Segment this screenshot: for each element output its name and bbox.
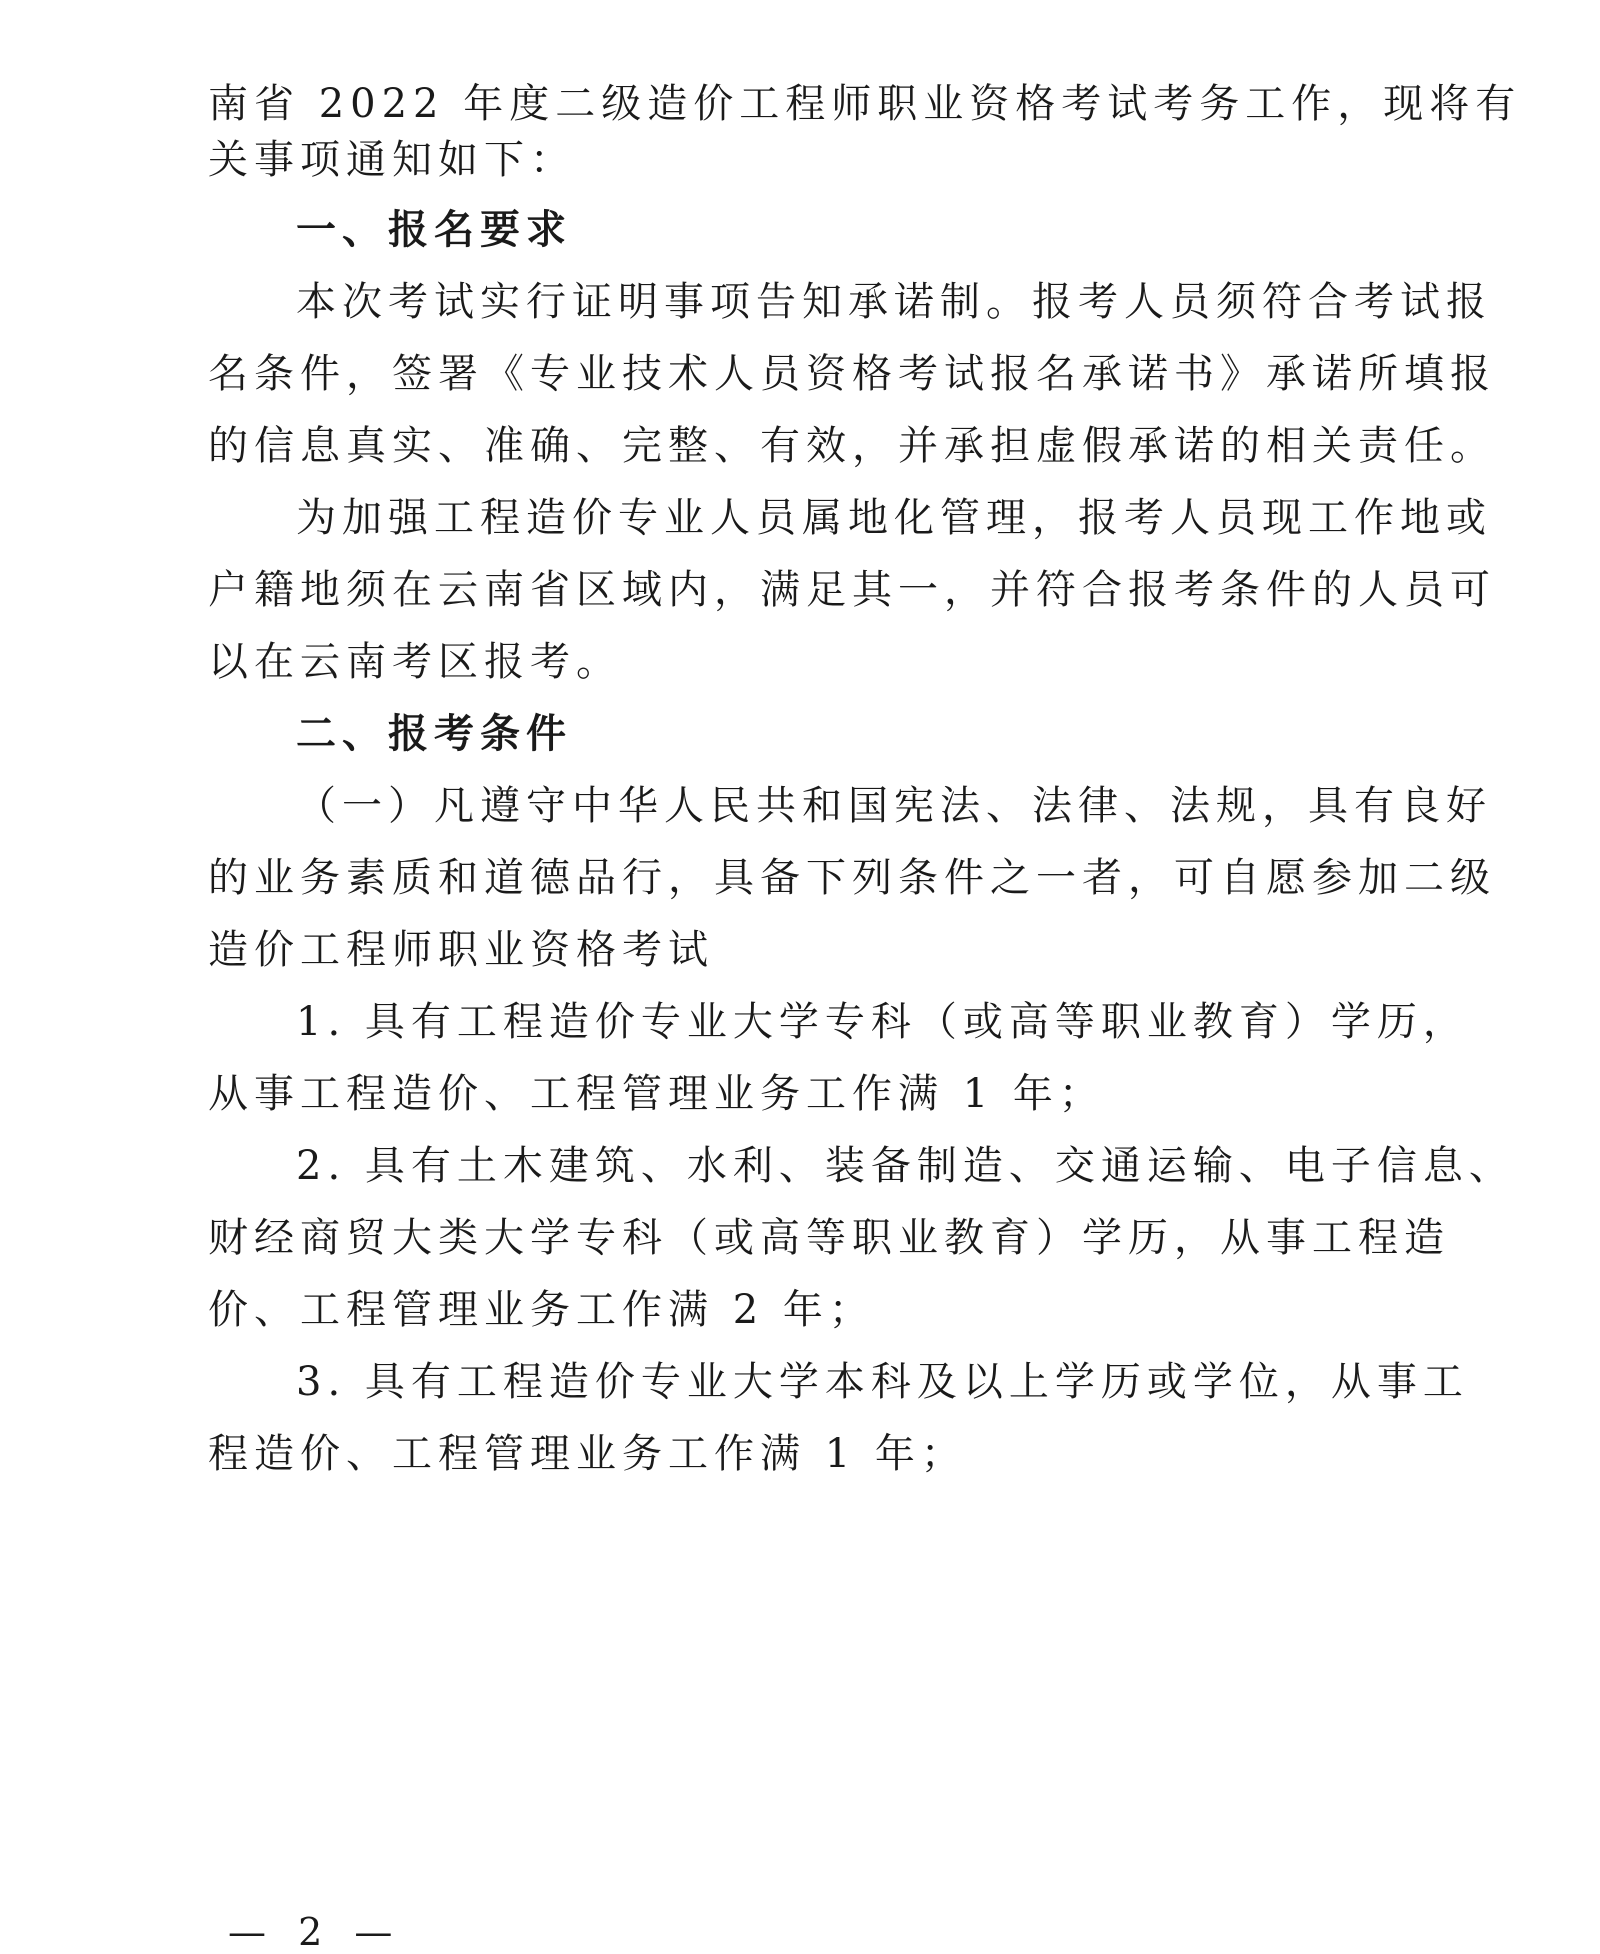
section1-p1-line-2: 名条件，签署《专业技术人员资格考试报名承诺书》承诺所填报 xyxy=(208,351,1496,397)
condition-item-2-line-1: 2. 具有土木建筑、水利、装备制造、交通运输、电子信息、 xyxy=(296,1143,1515,1189)
page-number: — 2 — xyxy=(228,1910,403,1954)
section1-p2-line-3: 以在云南考区报考。 xyxy=(208,639,622,685)
section-heading-conditions: 二、报考条件 xyxy=(296,711,572,757)
section1-p2-line-1: 为加强工程造价专业人员属地化管理，报考人员现工作地或 xyxy=(296,495,1492,541)
section1-p1-line-1: 本次考试实行证明事项告知承诺制。报考人员须符合考试报 xyxy=(296,279,1492,325)
section-heading-registration: 一、报名要求 xyxy=(296,207,572,253)
condition-item-2-line-2: 财经商贸大类大学专科（或高等职业教育）学历，从事工程造 xyxy=(208,1215,1450,1261)
intro-line-2: 关事项通知如下： xyxy=(208,137,576,183)
condition-item-1-line-1: 1. 具有工程造价专业大学专科（或高等职业教育）学历， xyxy=(296,999,1469,1045)
section1-p1-line-3: 的信息真实、准确、完整、有效，并承担虚假承诺的相关责任。 xyxy=(208,423,1496,469)
section1-p2-line-2: 户籍地须在云南省区域内，满足其一，并符合报考条件的人员可 xyxy=(208,567,1496,613)
section2-p1-line-1: （一）凡遵守中华人民共和国宪法、法律、法规，具有良好 xyxy=(296,783,1492,829)
condition-item-3-line-2: 程造价、工程管理业务工作满 1 年； xyxy=(208,1431,967,1477)
intro-line-1: 南省 2022 年度二级造价工程师职业资格考试考务工作，现将有 xyxy=(208,81,1522,127)
section2-p1-line-3: 造价工程师职业资格考试 xyxy=(208,927,714,973)
condition-item-3-line-1: 3. 具有工程造价专业大学本科及以上学历或学位，从事工 xyxy=(296,1359,1469,1405)
condition-item-1-line-2: 从事工程造价、工程管理业务工作满 1 年； xyxy=(208,1071,1105,1117)
condition-item-2-line-3: 价、工程管理业务工作满 2 年； xyxy=(208,1287,875,1333)
section2-p1-line-2: 的业务素质和道德品行，具备下列条件之一者，可自愿参加二级 xyxy=(208,855,1496,901)
